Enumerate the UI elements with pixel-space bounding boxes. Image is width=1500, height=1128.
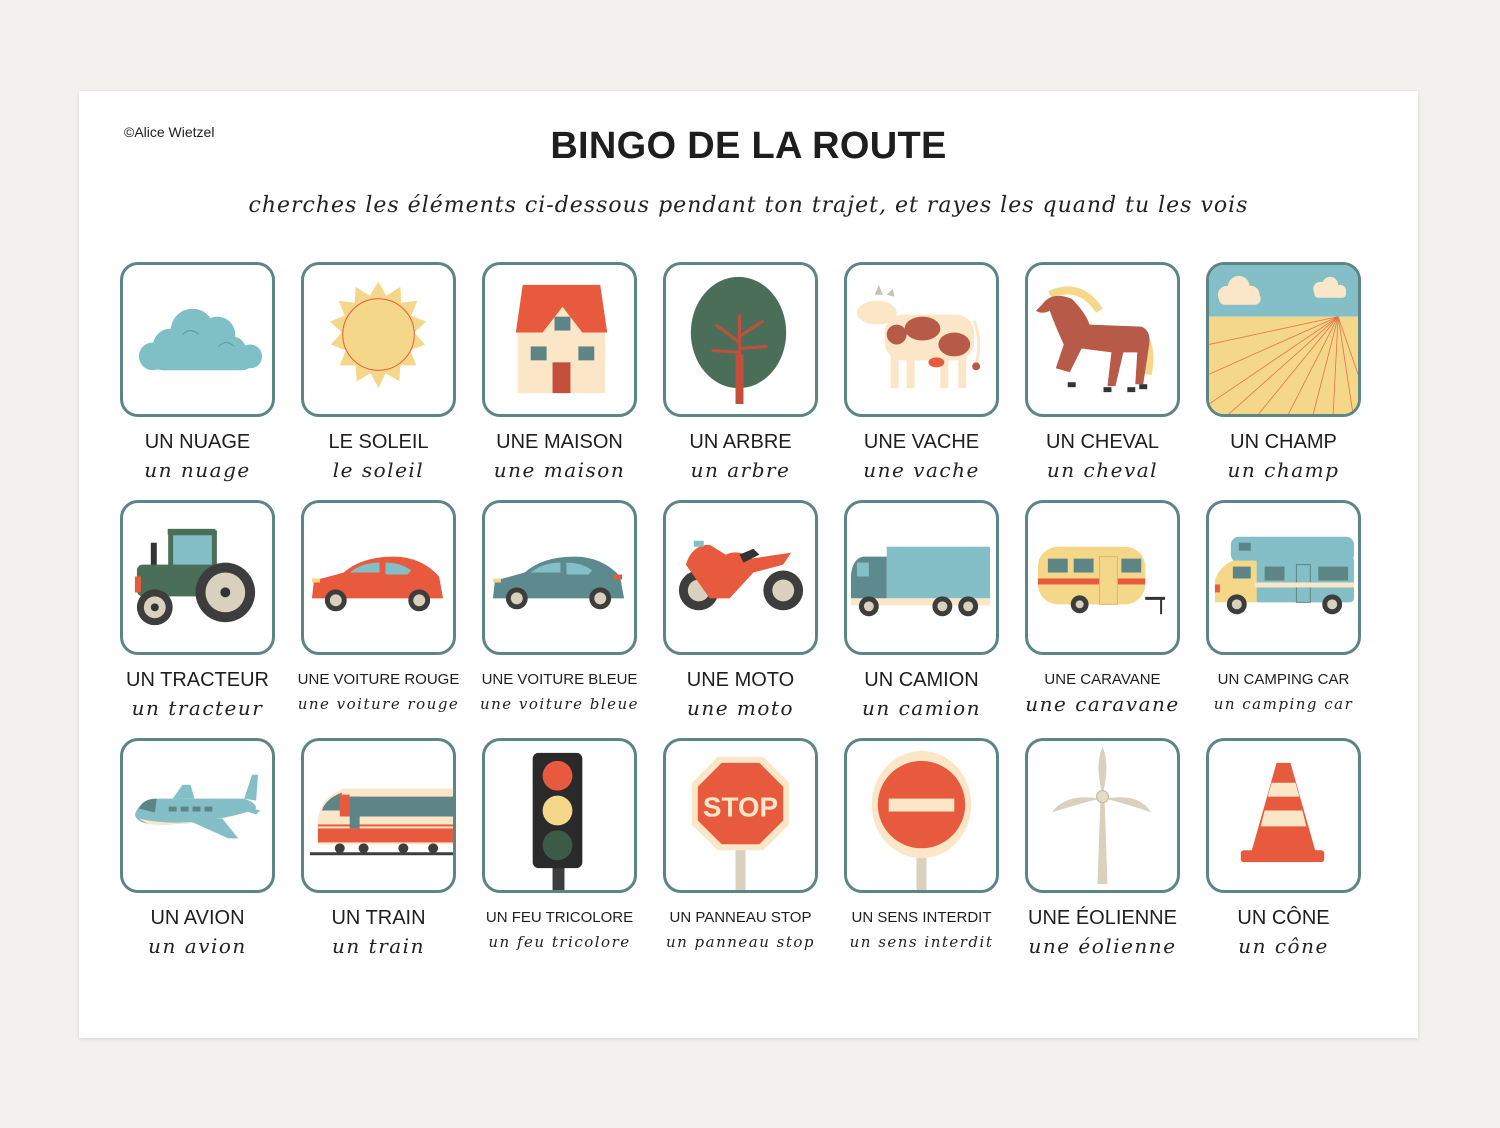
stop-text: STOP — [702, 791, 779, 823]
train-icon — [304, 741, 453, 890]
card — [301, 262, 456, 417]
item-label: UNE VOITURE ROUGE — [297, 671, 460, 688]
item-label: UN CAMION — [864, 669, 979, 691]
bingo-item-sens-interdit[interactable] — [844, 738, 999, 970]
card — [482, 262, 637, 417]
item-label: UN CHEVAL — [1046, 431, 1159, 453]
item-cursive: le soleil — [332, 458, 425, 482]
item-label: UNE VACHE — [863, 431, 980, 453]
item-label: UNE MOTO — [686, 669, 795, 691]
bingo-item-avion[interactable] — [120, 738, 275, 970]
item-cursive: un feu tricolore — [488, 933, 631, 951]
bingo-item-vache[interactable] — [844, 262, 999, 494]
bingo-item-eolienne[interactable] — [1025, 738, 1180, 970]
traffic-light-icon — [485, 741, 634, 890]
item-cursive: un cheval — [1046, 458, 1159, 482]
field-icon — [1209, 265, 1358, 414]
bingo-item-feu-tricolore[interactable] — [482, 738, 637, 970]
card — [1206, 262, 1361, 417]
bingo-item-arbre[interactable] — [663, 262, 818, 494]
copyright: ©Alice Wietzel — [124, 124, 215, 140]
red-car-icon — [304, 503, 453, 652]
tractor-icon — [123, 503, 272, 652]
item-label: UNE CARAVANE — [1044, 671, 1161, 688]
bingo-item-maison[interactable] — [482, 262, 637, 494]
item-label: UN CÔNE — [1237, 907, 1330, 929]
item-cursive: un tracteur — [131, 696, 264, 720]
item-cursive: un camping car — [1213, 695, 1354, 713]
horse-icon — [1028, 265, 1177, 414]
cloud-icon — [123, 265, 272, 414]
airplane-icon — [123, 741, 272, 890]
card — [1206, 738, 1361, 893]
bingo-item-moto[interactable] — [663, 500, 818, 732]
bingo-item-camion[interactable] — [844, 500, 999, 732]
card — [120, 738, 275, 893]
truck-icon — [847, 503, 996, 652]
card — [844, 500, 999, 655]
card — [844, 262, 999, 417]
card — [1025, 738, 1180, 893]
bingo-sheet — [79, 91, 1418, 1038]
blue-car-icon — [485, 503, 634, 652]
tree-icon — [666, 265, 815, 414]
item-cursive: un camion — [861, 696, 982, 720]
page-title: BINGO DE LA ROUTE — [550, 125, 947, 167]
item-cursive: un cône — [1238, 934, 1329, 958]
bingo-item-panneau-stop[interactable] — [663, 738, 818, 970]
instructions: cherches les éléments ci-dessous pendant ton trajet, et rayes les quand tu les vois — [248, 193, 1249, 218]
card — [663, 738, 818, 893]
item-cursive: un train — [332, 934, 425, 958]
card — [120, 500, 275, 655]
item-label: UN CAMPING CAR — [1217, 671, 1350, 688]
card — [1206, 500, 1361, 655]
item-cursive: une maison — [493, 458, 626, 482]
item-label: UN TRAIN — [331, 907, 426, 929]
bingo-item-champ[interactable] — [1206, 262, 1361, 494]
card — [482, 738, 637, 893]
item-cursive: une voiture bleue — [479, 695, 640, 713]
item-label: UN TRACTEUR — [126, 669, 269, 691]
no-entry-sign-icon — [847, 741, 996, 890]
stop-sign-icon — [666, 741, 815, 890]
item-cursive: une vache — [863, 458, 980, 482]
bingo-item-camping-car[interactable] — [1206, 500, 1361, 732]
item-label: UN FEU TRICOLORE — [485, 909, 634, 926]
caravan-icon — [1028, 503, 1177, 652]
item-cursive: une caravane — [1025, 692, 1180, 716]
wind-turbine-icon — [1028, 741, 1177, 890]
item-label: UN CHAMP — [1230, 431, 1337, 453]
bingo-item-tracteur[interactable] — [120, 500, 275, 732]
item-label: UN AVION — [150, 907, 245, 929]
bingo-item-train[interactable] — [301, 738, 456, 970]
bingo-item-nuage[interactable] — [120, 262, 275, 494]
card — [301, 738, 456, 893]
item-label: UN ARBRE — [689, 431, 792, 453]
item-label: UN PANNEAU STOP — [669, 909, 812, 926]
sun-icon — [304, 265, 453, 414]
item-cursive: un nuage — [144, 458, 251, 482]
card — [120, 262, 275, 417]
item-cursive: un champ — [1227, 458, 1340, 482]
item-label: UN NUAGE — [144, 431, 251, 453]
card — [844, 738, 999, 893]
item-cursive: une éolienne — [1028, 934, 1177, 958]
motorcycle-icon — [666, 503, 815, 652]
bingo-grid — [120, 262, 1361, 970]
card — [1025, 262, 1180, 417]
cow-icon — [847, 265, 996, 414]
item-label: UN SENS INTERDIT — [851, 909, 992, 926]
bingo-item-voiture-bleue[interactable] — [479, 500, 640, 732]
bingo-item-cheval[interactable] — [1025, 262, 1180, 494]
item-cursive: une voiture rouge — [297, 695, 460, 713]
item-label: UNE VOITURE BLEUE — [481, 671, 638, 688]
card — [663, 262, 818, 417]
traffic-cone-icon — [1209, 741, 1358, 890]
card — [482, 500, 637, 655]
card — [663, 500, 818, 655]
item-cursive: un arbre — [690, 458, 791, 482]
card — [1025, 500, 1180, 655]
item-cursive: un avion — [148, 934, 247, 958]
card — [301, 500, 456, 655]
house-icon — [485, 265, 634, 414]
item-label: UNE MAISON — [496, 431, 623, 453]
item-label: LE SOLEIL — [328, 431, 429, 453]
item-cursive: un sens interdit — [849, 933, 994, 951]
item-cursive: une moto — [686, 696, 795, 720]
bingo-item-caravane[interactable] — [1025, 500, 1180, 732]
bingo-item-voiture-rouge[interactable] — [297, 500, 460, 732]
bingo-item-soleil[interactable] — [301, 262, 456, 494]
item-cursive: un panneau stop — [665, 933, 816, 951]
bingo-item-cone[interactable] — [1206, 738, 1361, 970]
item-label: UNE ÉOLIENNE — [1028, 907, 1177, 929]
camper-van-icon — [1209, 503, 1358, 652]
